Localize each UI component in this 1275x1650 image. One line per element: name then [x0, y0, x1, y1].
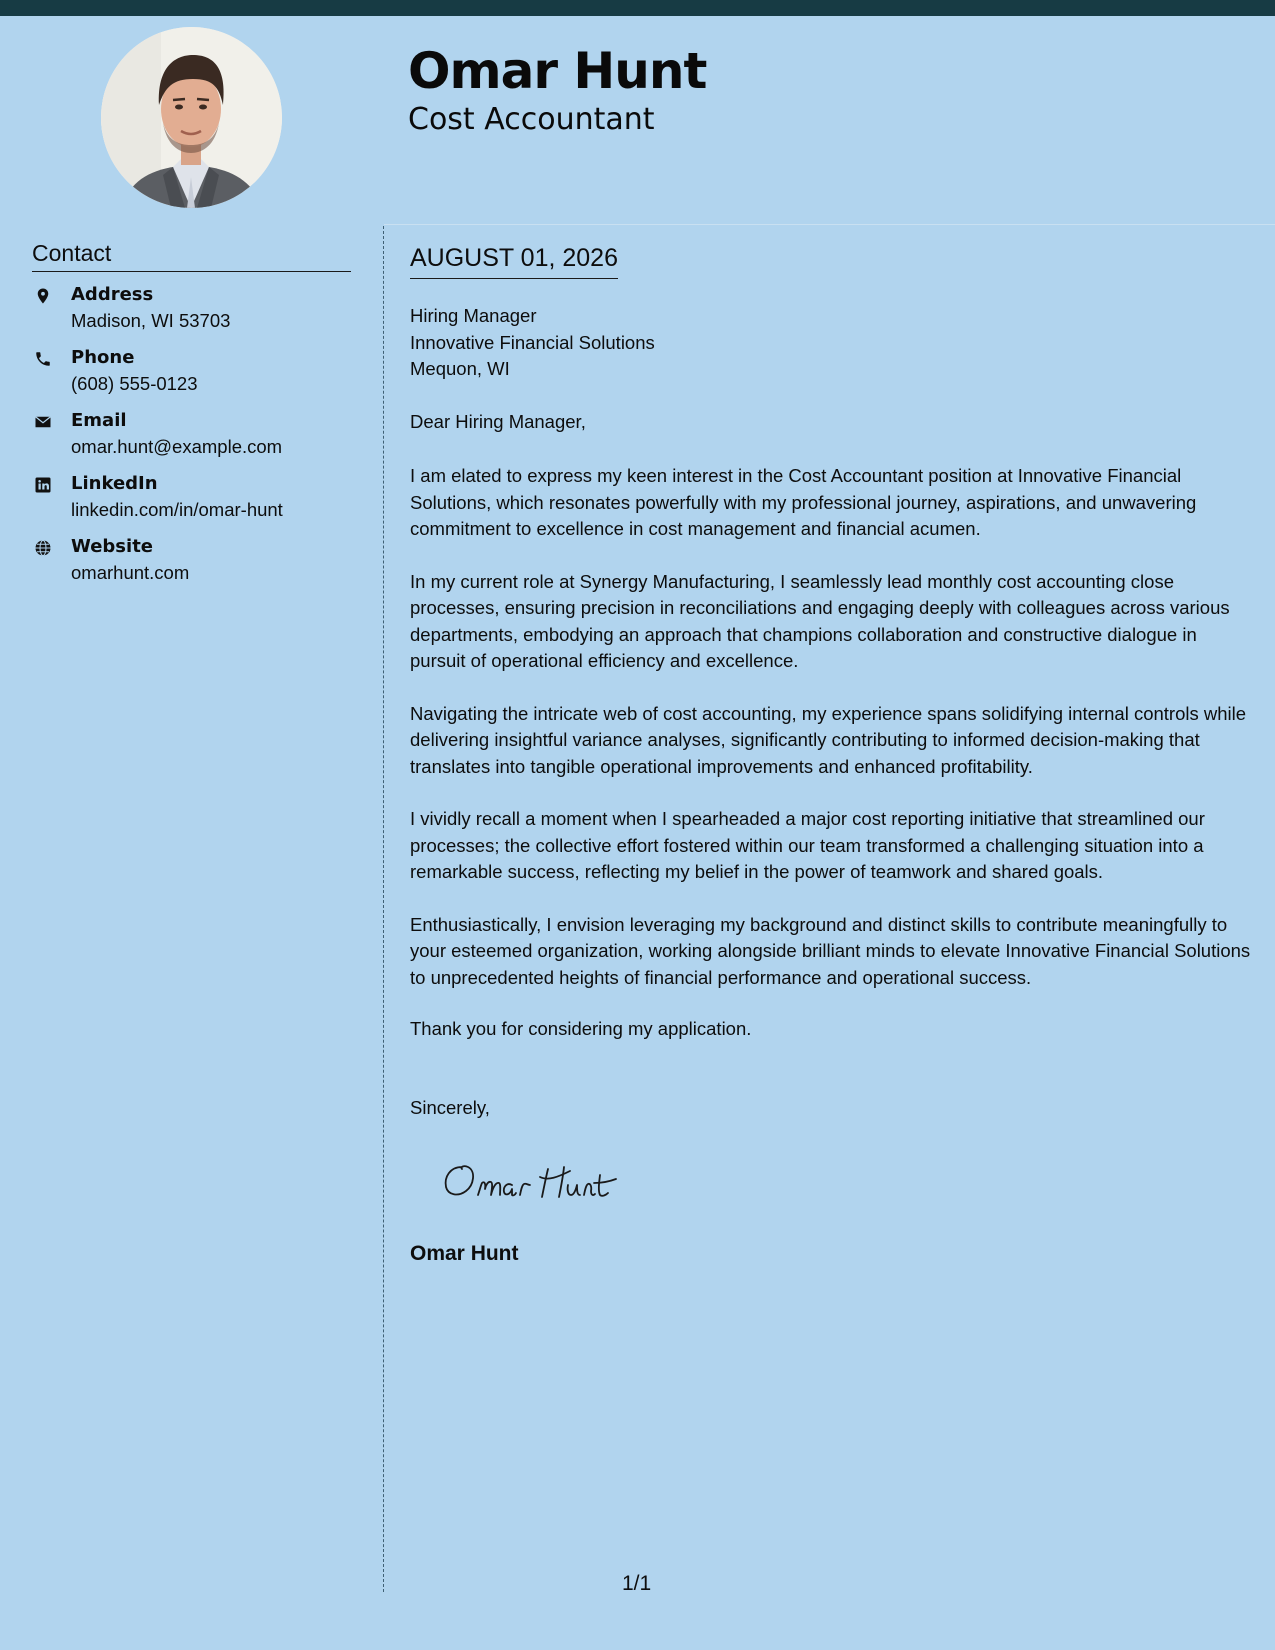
- letter-date: AUGUST 01, 2026: [410, 244, 618, 279]
- contact-item-address: [32, 284, 362, 347]
- body-paragraph: I am elated to express my keen interest in the Cost Accountant position at Innovative Financial Solutions, which resonates powerfully with my professional journey, aspirations, and unwavering commitment to excellence in cost management and financial acumen.: [410, 465, 1197, 539]
- envelope-icon: [34, 413, 52, 431]
- page-number: 1/1: [622, 1572, 652, 1595]
- job-title: Cost Accountant: [408, 102, 655, 137]
- globe-icon: [34, 539, 52, 557]
- contact-item-email: [32, 410, 362, 473]
- greeting: Dear Hiring Manager,: [410, 411, 586, 432]
- profile-photo: [101, 27, 282, 208]
- contact-value: (608) 555-0123: [71, 373, 198, 394]
- column-divider: [383, 226, 384, 1592]
- top-bar: [0, 0, 1275, 16]
- recipient-line: Mequon, WI: [410, 358, 510, 379]
- body-paragraph: In my current role at Synergy Manufacturing, I seamlessly lead monthly cost accounting close processes, ensuring precision in reconciliations and engaging deeply with colleagues across various departments, embodying an approach that champions collaboration and constructive dialogue in pursuit of operational efficiency and excellence.: [410, 570, 1230, 671]
- body-paragraph: Enthusiastically, I envision leveraging my background and distinct skills to contribute meaningfully to your esteemed organization, working alongside brilliant minds to elevate Innovative Financial Solutions to unprecedented heights of financial performance and operational success.: [410, 913, 1251, 988]
- contact-value: Madison, WI 53703: [71, 310, 231, 331]
- contact-label: Website: [71, 536, 154, 557]
- contact-label: Phone: [71, 347, 135, 368]
- contact-item-website: [32, 536, 362, 599]
- contact-value: linkedin.com/in/omar-hunt: [71, 499, 283, 520]
- body-paragraph: Navigating the intricate web of cost accounting, my experience spans solidifying internal controls while delivering insightful variance analyses, significantly contributing to informed decision-making that translates into tangible operational improvements and enhanced profitability.: [410, 702, 1247, 777]
- linkedin-icon: [34, 476, 52, 494]
- contact-item-phone: [32, 347, 362, 410]
- recipient-line: Hiring Manager: [410, 305, 537, 326]
- closing-salutation: Sincerely,: [410, 1097, 490, 1118]
- location-pin-icon: [34, 287, 52, 305]
- closing-thanks: Thank you for considering my application.: [410, 1018, 752, 1039]
- phone-icon: [34, 350, 52, 368]
- body-paragraph: I vividly recall a moment when I spearheaded a major cost reporting initiative that streamlined our processes; the collective effort fostered within our team transformed a challenging situation into a remarkable success, reflecting my belief in the power of teamwork and shared goals.: [410, 808, 1205, 882]
- candidate-name: Omar Hunt: [408, 42, 707, 100]
- contact-value: omar.hunt@example.com: [71, 436, 283, 457]
- contact-value: omarhunt.com: [71, 562, 190, 583]
- contact-list: [32, 284, 362, 599]
- handwritten-signature: [440, 1155, 640, 1203]
- contact-item-linkedin: [32, 473, 362, 536]
- header-divider: [384, 224, 1275, 225]
- contact-label: Address: [71, 284, 154, 305]
- recipient-block: [410, 303, 655, 383]
- recipient-line: Innovative Financial Solutions: [410, 331, 655, 353]
- letter-body: [410, 463, 1255, 1017]
- contact-heading: Contact: [32, 240, 351, 272]
- contact-label: Email: [71, 410, 127, 431]
- contact-label: LinkedIn: [71, 473, 158, 494]
- signer-name: Omar Hunt: [410, 1242, 519, 1265]
